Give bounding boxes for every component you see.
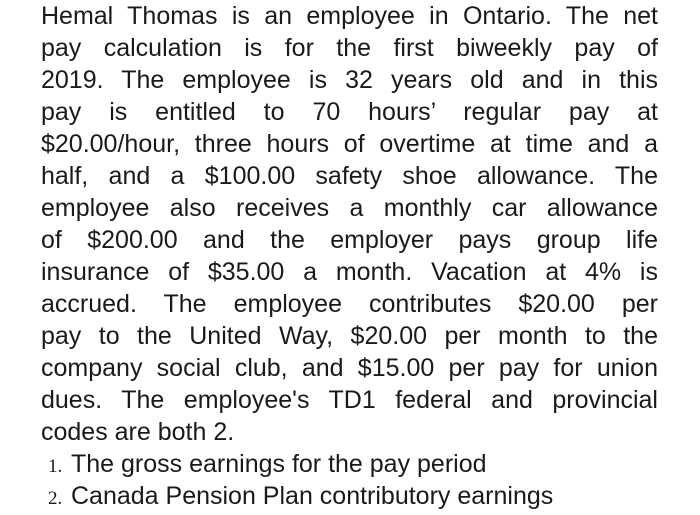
document-body [41,0,658,512]
paragraph-line: 2019. The employee is 32 years old and in this [41,66,658,94]
paragraph-line: insurance of $35.00 a month. Vacation at 4% is [41,258,658,286]
paragraph-line: $20.00/hour, three hours of overtime at time and a [41,130,658,158]
paragraph-line: codes are both 2. [41,418,235,446]
paragraph-line: half, and a $100.00 safety shoe allowance. The [41,162,658,190]
paragraph-line: Hemal Thomas is an employee in Ontario. The net [41,2,658,30]
list-item-text: The gross earnings for the pay period [71,450,487,478]
paragraph-line: employee also receives a monthly car allowance [41,194,658,222]
list-item [41,480,658,512]
list-item [41,448,658,480]
paragraph-line: pay is entitled to 70 hours’ regular pay at [41,98,658,126]
list-item-number: 1. [48,456,63,477]
paragraph-line: pay calculation is for the first biweekly pay of [41,34,658,62]
problem-paragraph [41,0,658,448]
paragraph-line: company social club, and $15.00 per pay for union [41,354,658,382]
list-item-text: Canada Pension Plan contributory earnings [71,482,554,510]
question-list [41,448,658,512]
paragraph-line: pay to the United Way, $20.00 per month to the [41,322,658,350]
paragraph-line: dues. The employee's TD1 federal and provincial [41,386,658,414]
paragraph-line: of $200.00 and the employer pays group life [41,226,658,254]
list-item-number: 2. [48,488,63,509]
paragraph-line: accrued. The employee contributes $20.00 per [41,290,658,318]
